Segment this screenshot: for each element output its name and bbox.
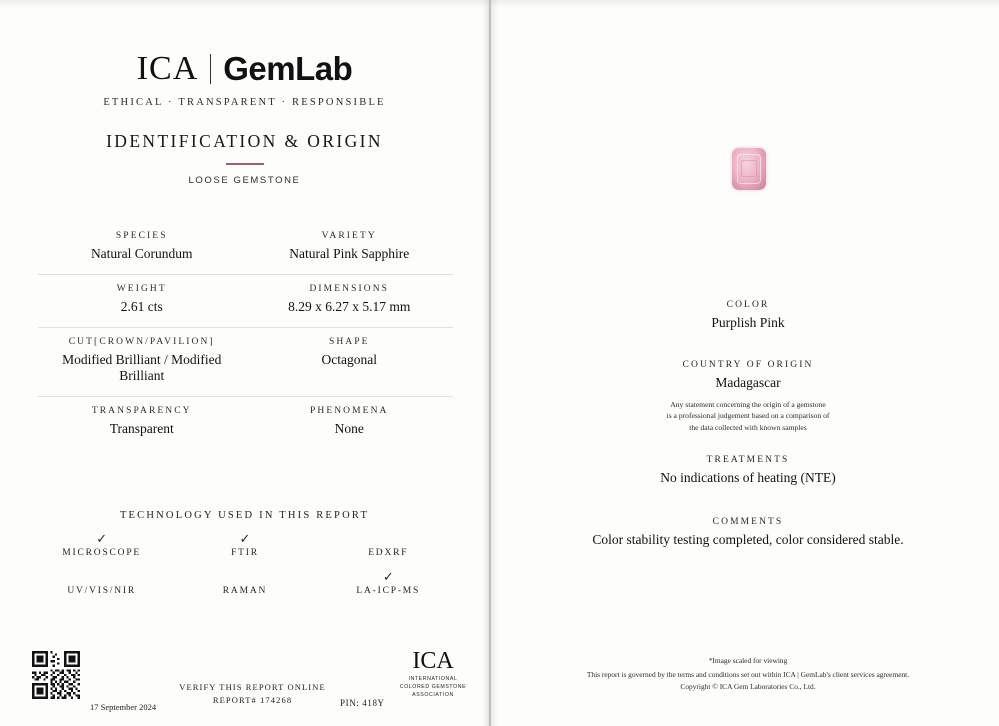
spec-shape <box>246 328 454 396</box>
technology-section-title: TECHNOLOGY USED IN THIS REPORT <box>119 510 370 521</box>
table-row <box>38 222 453 275</box>
spec-phenomena <box>246 397 454 449</box>
spec-value: Modified Brilliant / Modified Brilliant <box>62 352 222 383</box>
spec-label: TRANSPARENCY <box>91 406 192 416</box>
spec-dimensions <box>246 275 454 327</box>
qr-code[interactable] <box>32 651 80 699</box>
origin-disclaimer <box>497 399 999 433</box>
spec-value: Octagonal <box>321 352 377 367</box>
tech-label: RAMAN <box>222 586 268 596</box>
origin-block <box>497 360 999 433</box>
technology-row <box>30 532 460 558</box>
spec-label: DIMENSIONS <box>309 284 390 294</box>
checkmark-icon: ✓ <box>239 531 251 546</box>
issue-date: 17 September 2024 <box>90 702 157 712</box>
spec-species <box>38 222 246 274</box>
ica-logo-icon: ICA <box>136 50 199 87</box>
checkmark-placeholder-icon <box>173 570 316 584</box>
right-page-panel <box>497 0 999 726</box>
right-footer <box>497 655 999 692</box>
brand-lockup <box>137 50 353 88</box>
seal-line-1: INTERNATIONAL <box>408 676 458 682</box>
color-label: COLOR <box>726 300 770 310</box>
treatments-label: TREATMENTS <box>706 455 790 465</box>
spec-label: CUT[CROWN/PAVILION] <box>68 337 215 347</box>
gemstone-image <box>732 148 766 190</box>
spec-label: PHENOMENA <box>309 406 389 416</box>
tech-raman <box>173 570 316 596</box>
brand-header <box>0 50 489 108</box>
copyright-note: Copyright © ICA Gem Laboratories Co., Ltd. <box>680 681 816 691</box>
color-value: Purplish Pink <box>711 315 785 330</box>
spec-value: 2.61 cts <box>120 299 163 314</box>
comments-value: Color stability testing completed, color considered stable. <box>592 532 904 547</box>
spec-value: Transparent <box>109 421 174 436</box>
spec-value: 8.29 x 6.27 x 5.17 mm <box>288 299 411 314</box>
ica-seal-icon: ICA <box>412 648 454 674</box>
tech-label: LA-ICP-MS <box>356 586 421 596</box>
spec-label: SPECIES <box>115 231 168 241</box>
origin-disclaimer-line-2: is a professional judgement based on a comparison of <box>666 411 830 421</box>
spec-label: VARIETY <box>321 231 377 241</box>
spec-value: None <box>334 421 364 436</box>
pin-code: PIN: 418Y <box>340 698 385 708</box>
page-fold-line <box>489 0 491 726</box>
seal-line-3: ASSOCIATION <box>412 691 454 698</box>
tech-label: UV/VIS/NIR <box>67 586 136 596</box>
ica-association-seal <box>393 648 473 699</box>
checkmark-placeholder-icon <box>317 532 460 546</box>
checkmark-icon: ✓ <box>96 531 108 546</box>
report-number: REPORT# 174268 <box>212 695 293 706</box>
table-row <box>38 397 453 449</box>
spec-label: SHAPE <box>328 337 370 347</box>
technology-grid <box>30 532 460 608</box>
tech-label: EDXRF <box>368 548 409 558</box>
table-row <box>38 275 453 328</box>
verify-block[interactable] <box>160 681 345 707</box>
checkmark-placeholder-icon <box>30 570 173 584</box>
origin-value: Madagascar <box>715 375 781 390</box>
tech-label: FTIR <box>231 548 259 558</box>
specifications-table <box>38 222 453 449</box>
tech-edxrf <box>317 532 460 558</box>
gemlab-wordmark: GemLab <box>223 50 353 87</box>
origin-disclaimer-line-3: the data collected with known samples <box>689 422 807 432</box>
treatments-block <box>497 455 999 486</box>
tech-label: MICROSCOPE <box>62 548 142 558</box>
technology-row <box>30 570 460 596</box>
comments-label: COMMENTS <box>712 517 784 527</box>
ica-seal-text <box>393 676 473 699</box>
color-block <box>497 300 999 331</box>
spec-variety <box>246 222 454 274</box>
tech-ftir <box>173 532 316 558</box>
comments-block <box>497 517 999 548</box>
spec-cut <box>38 328 246 396</box>
verify-label: VERIFY THIS REPORT ONLINE <box>179 682 326 692</box>
table-row <box>38 328 453 397</box>
terms-note: This report is governed by the terms and conditions set out within ICA | GemLab's client services agreement. <box>586 670 910 680</box>
spec-value: Natural Pink Sapphire <box>289 246 410 261</box>
spec-transparency <box>38 397 246 449</box>
spec-label: WEIGHT <box>116 284 167 294</box>
origin-label: COUNTRY OF ORIGIN <box>682 360 814 370</box>
tech-uv-vis-nir <box>30 570 173 596</box>
seal-line-2: COLORED GEMSTONE <box>399 683 467 690</box>
page-title: IDENTIFICATION & ORIGIN <box>106 131 383 151</box>
spec-weight <box>38 275 246 327</box>
left-page-panel <box>0 0 489 726</box>
treatments-value: No indications of heating (NTE) <box>660 470 836 485</box>
checkmark-icon: ✓ <box>382 569 394 584</box>
spec-value: Natural Corundum <box>90 246 193 261</box>
title-underline <box>226 163 264 165</box>
image-scaled-note: *Image scaled for viewing <box>708 656 788 665</box>
brand-tagline: ETHICAL · TRANSPARENT · RESPONSIBLE <box>103 97 386 108</box>
origin-disclaimer-line-1: Any statement concerning the origin of a gemstone <box>670 400 826 409</box>
gemstone-octagon-shape <box>732 148 766 190</box>
page-subtitle: LOOSE GEMSTONE <box>188 175 301 186</box>
tech-microscope <box>30 532 173 558</box>
tech-la-icp-ms <box>317 570 460 596</box>
brand-divider <box>210 54 211 84</box>
